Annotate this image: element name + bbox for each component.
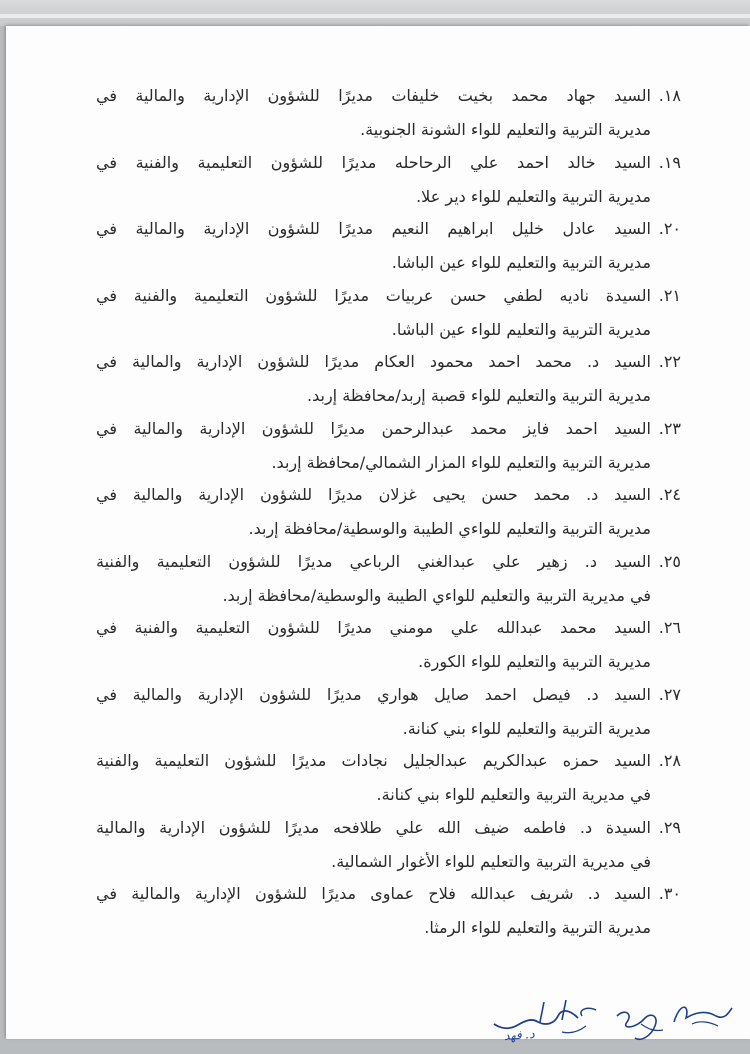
entry-text-line-1: السيد عادل خليل ابراهيم النعيم مديرًا للشؤون الإدارية والمالية في — [96, 219, 651, 238]
entry-text-line-1: السيد جهاد محمد بخيت خليفات مديرًا للشؤون الإدارية والمالية في — [96, 86, 651, 105]
entry-number: ٢٠. — [658, 219, 681, 238]
entry-text-line-1: السيد خالد احمد علي الرحاحله مديرًا للشؤون التعليمية والفنية في — [96, 152, 651, 172]
signature-left — [666, 994, 736, 1034]
list-item — [96, 419, 681, 486]
signature-caption: د. فهد — [503, 1026, 535, 1044]
list-item — [96, 485, 681, 552]
list-item — [96, 618, 681, 685]
list-item — [96, 818, 681, 885]
list-item — [96, 153, 681, 220]
entry-text-line-2: مديرية التربية والتعليم للواء الشونة الجنوبية. — [360, 120, 651, 139]
entry-number: ٣٠. — [658, 884, 681, 903]
entries-list — [96, 86, 681, 951]
entry-text-line-1: السيد د. فيصل احمد صايل هواري مديرًا للشؤون الإدارية والمالية في — [96, 684, 651, 704]
document-page — [6, 26, 750, 1044]
entry-text-line-1: السيدة ناديه لطفي حسن عربيات مديرًا للشؤون التعليمية والفنية في — [96, 285, 651, 305]
entry-text-line-2: مديرية التربية والتعليم للواء عين الباشا. — [391, 253, 651, 272]
entry-text-line-1: السيد د. محمد احمد محمود العكام مديرًا للشؤون الإدارية والمالية في — [96, 352, 651, 371]
list-item — [96, 219, 681, 286]
entry-text-line-1: السيد د. شريف عبدالله فلاح عماوى مديرًا للشؤون الإدارية والمالية في — [96, 884, 651, 903]
list-item — [96, 884, 681, 951]
entry-number: ١٨. — [658, 86, 681, 105]
entry-number: ٢٣. — [658, 418, 681, 438]
entry-text-line-2: مديرية التربية والتعليم للواء الكورة. — [418, 652, 651, 671]
signatures-area — [486, 994, 746, 1054]
entry-number: ٢٧. — [658, 684, 681, 704]
entry-text-line-2: مديرية التربية والتعليم للواءي الطيبة والوسطية/محافظة إربد. — [248, 519, 651, 538]
list-item — [96, 352, 681, 419]
entry-text-line-2: في مديرية التربية والتعليم للواءي الطيبة والوسطية/محافظة إربد. — [222, 585, 651, 605]
entry-text-line-2: في مديرية التربية والتعليم للواء الأغوار الشمالية. — [331, 851, 651, 871]
entry-text-line-2: مديرية التربية والتعليم للواء المزار الشمالي/محافظة إربد. — [271, 452, 651, 472]
entry-text-line-2: في مديرية التربية والتعليم للواء بني كنانة. — [376, 785, 651, 804]
entry-number: ٢٤. — [658, 485, 681, 504]
entry-text-line-1: السيد محمد عبدالله علي مومني مديرًا للشؤون التعليمية والفنية في — [96, 618, 651, 637]
entry-number: ٢١. — [658, 285, 681, 305]
entry-number: ٢٨. — [658, 751, 681, 770]
list-item — [96, 552, 681, 619]
entry-number: ٢٦. — [658, 618, 681, 637]
entry-text-line-1: السيد احمد فايز محمد عبدالرحمن مديرًا للشؤون الإدارية والمالية في — [96, 418, 651, 438]
entry-text-line-2: مديرية التربية والتعليم للواء عين الباشا. — [391, 319, 651, 339]
entry-number: ٢٢. — [658, 352, 681, 371]
entry-text-line-2: مديرية التربية والتعليم للواء قصبة إربد/محافظة إربد. — [307, 386, 651, 405]
paper-edge-top — [0, 0, 750, 26]
entry-number: ٢٩. — [658, 817, 681, 837]
entry-number: ١٩. — [658, 152, 681, 172]
entry-text-line-2: مديرية التربية والتعليم للواء دير علا. — [416, 186, 651, 206]
entry-text-line-1: السيدة د. فاطمه ضيف الله علي طلافحه مديرًا للشؤون الإدارية والمالية — [96, 817, 651, 837]
entry-text-line-1: السيد د. زهير علي عبدالغني الرباعي مديرًا للشؤون التعليمية والفنية — [96, 551, 651, 571]
entry-text-line-1: السيد د. محمد حسن يحيى غزلان مديرًا للشؤون الإدارية والمالية في — [96, 485, 651, 504]
list-item — [96, 286, 681, 353]
entry-text-line-2: مديرية التربية والتعليم للواء الرمثا. — [424, 918, 651, 937]
list-item — [96, 86, 681, 153]
entry-number: ٢٥. — [658, 551, 681, 571]
list-item — [96, 685, 681, 752]
list-item — [96, 751, 681, 818]
entry-text-line-2: مديرية التربية والتعليم للواء بني كنانة. — [402, 718, 651, 738]
signature-middle — [611, 1002, 671, 1047]
entry-text-line-1: السيد حمزه عبدالكريم عبدالجليل نجادات مديرًا للشؤون التعليمية والفنية — [96, 751, 651, 770]
